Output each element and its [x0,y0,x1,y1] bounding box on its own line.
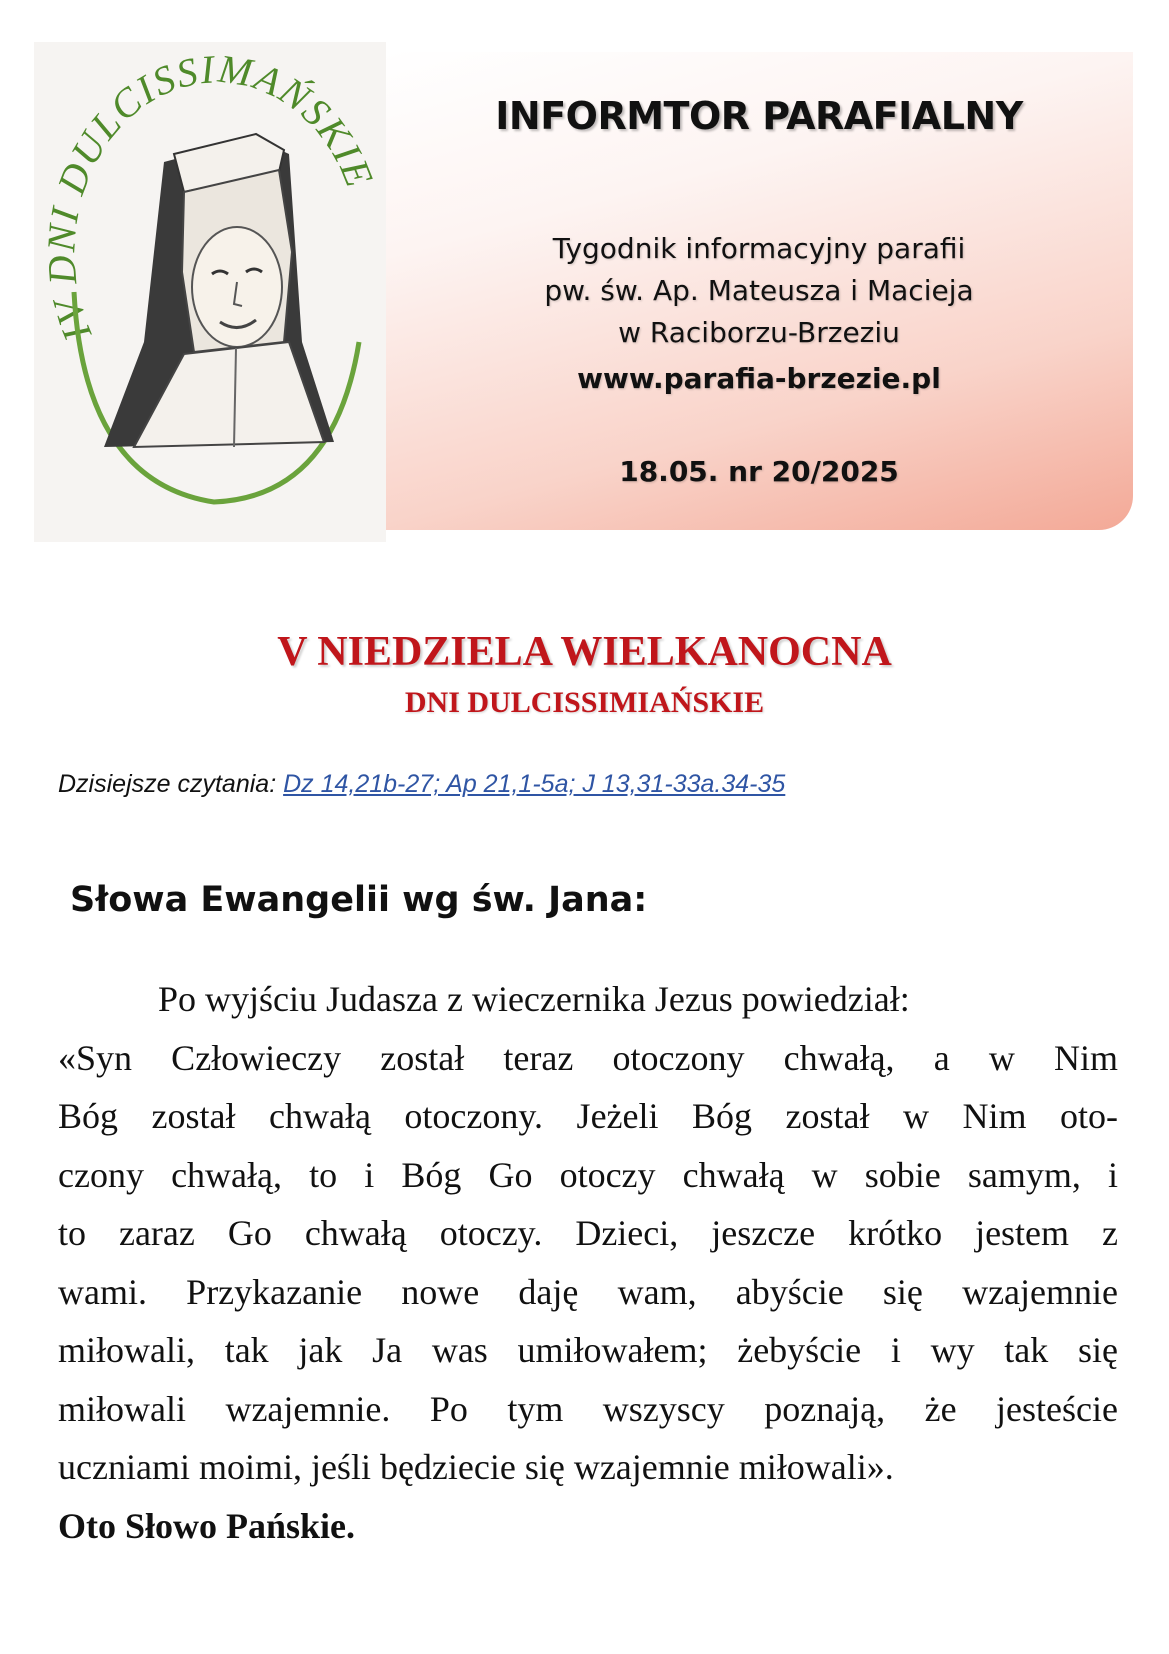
gospel-line: miłowali, tak jak Ja was umiłowałem; żebyście i wy tak się [58,1330,1118,1370]
readings-separator: : [269,770,284,798]
nun-portrait-icon [34,42,386,542]
gospel-line: to zaraz Go chwałą otoczy. Dzieci, jeszcze krótko jestem z [58,1213,1118,1253]
gospel-line: Bóg został chwałą otoczony. Jeżeli Bóg został w Nim oto- [58,1096,1118,1136]
parish-website[interactable]: www.parafia-brzezie.pl [577,362,941,395]
readings-link[interactable]: Dz 14,21b-27; Ap 21,1-5a; J 13,31-33a.34-35 [283,770,786,798]
page-title: V NIEDZIELA WIELKANOCNA [277,629,892,675]
gospel-line: miłowali wzajemnie. Po tym wszyscy poznają, że jesteście [58,1388,1118,1429]
newsletter-title: INFORMTOR PARAFIALNY [495,94,1023,138]
issue-number: 18.05. nr 20/2025 [619,455,899,488]
gospel-line: Po wyjściu Judasza z wieczernika Jezus powiedział: [158,979,910,1019]
gospel-closing: Oto Słowo Pańskie. [58,1505,356,1546]
page-subtitle: DNI DULCISSIMIAŃSKIE [404,686,765,719]
gospel-line: uczniami moimi, jeśli będziecie się wzajemnie miłowali». [58,1447,894,1487]
gospel-text [58,970,1118,1555]
readings-line [58,770,785,799]
gospel-line: czony chwałą, to i Bóg Go otoczy chwałą w sobie samym, i [58,1154,1118,1195]
logo-arc-text: IV DNI DULCISSIMAŃSKIE [38,45,383,348]
gospel-line: wami. Przykazanie nowe daję wam, abyście się wzajemnie [58,1271,1118,1312]
gospel-line: «Syn Człowieczy został teraz otoczony chwałą, a w Nim [58,1037,1118,1078]
subtitle-line-3: w Raciborzu-Brzeziu [618,316,900,349]
readings-label: Dzisiejsze czytania [58,770,270,798]
subtitle-line-1: Tygodnik informacyjny parafii [552,232,966,265]
subtitle-line-2: pw. św. Ap. Mateusza i Macieja [544,274,974,307]
event-logo [34,42,386,542]
gospel-heading: Słowa Ewangelii wg św. Jana: [70,880,648,920]
